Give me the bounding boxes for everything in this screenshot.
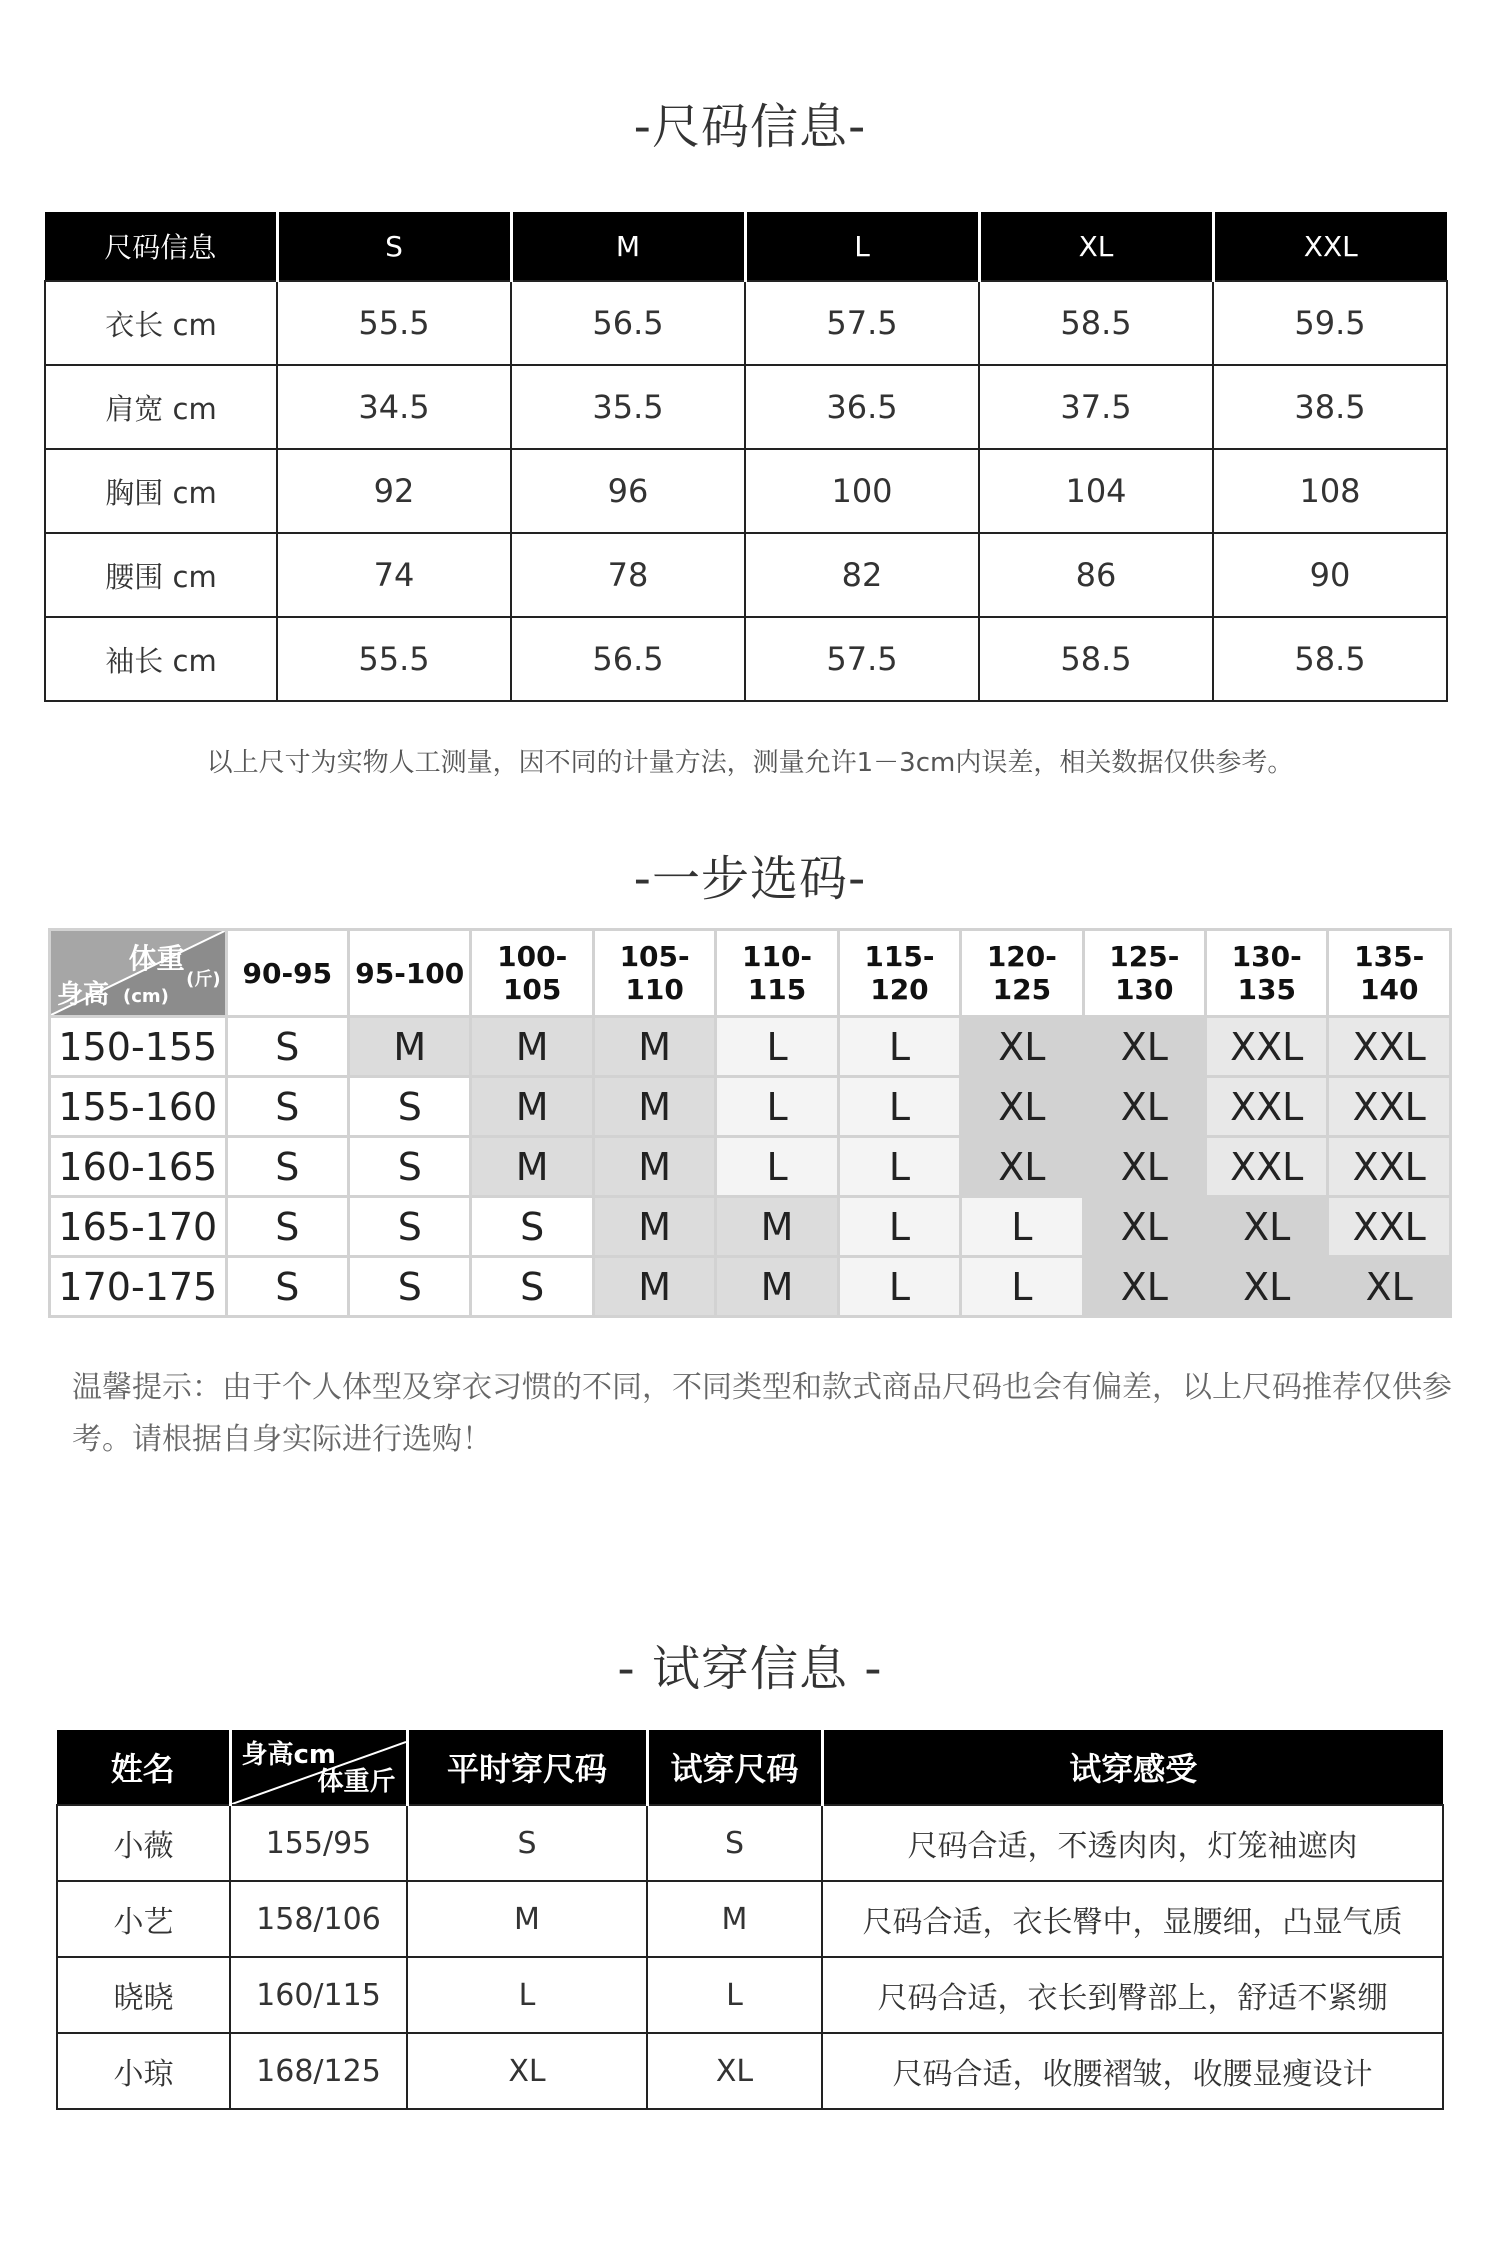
size-info-row bbox=[45, 617, 1447, 701]
height-range-label: 165-170 bbox=[50, 1197, 227, 1257]
recommended-size-cell: XXL bbox=[1206, 1017, 1328, 1077]
tryon-row bbox=[57, 1881, 1443, 1957]
tryon-height-weight: 160/115 bbox=[230, 1957, 407, 2033]
size-info-cell: 96 bbox=[511, 449, 745, 533]
tryon-height-weight: 168/125 bbox=[230, 2033, 407, 2109]
size-info-cell: 58.5 bbox=[1213, 617, 1447, 701]
height-range-label: 150-155 bbox=[50, 1017, 227, 1077]
size-pick-table bbox=[48, 928, 1452, 1318]
size-pick-title: -一步选码- bbox=[633, 851, 867, 907]
recommended-size-cell: S bbox=[471, 1257, 593, 1317]
recommended-size-cell: M bbox=[593, 1257, 715, 1317]
size-info-cell: 38.5 bbox=[1213, 365, 1447, 449]
recommended-size-cell: M bbox=[593, 1137, 715, 1197]
tryon-header-row bbox=[57, 1730, 1443, 1805]
size-pick-row bbox=[50, 1257, 1451, 1317]
size-info-cell: 100 bbox=[745, 449, 979, 533]
size-info-row-label: 腰围 cm bbox=[45, 533, 277, 617]
tryon-usual-size: XL bbox=[407, 2033, 647, 2109]
size-pick-row bbox=[50, 1197, 1451, 1257]
tryon-tried-size: M bbox=[647, 1881, 822, 1957]
tryon-name: 小艺 bbox=[57, 1881, 230, 1957]
recommended-size-cell: L bbox=[716, 1017, 838, 1077]
size-info-cell: 37.5 bbox=[979, 365, 1213, 449]
size-info-cell: 57.5 bbox=[745, 281, 979, 365]
size-info-note: 以上尺寸为实物人工测量，因不同的计量方法，测量允许1－3cm内误差，相关数据仅供参考。 bbox=[206, 748, 1294, 778]
recommended-size-cell: XL bbox=[1328, 1257, 1451, 1317]
recommended-size-cell: XXL bbox=[1206, 1137, 1328, 1197]
recommended-size-cell: XXL bbox=[1328, 1197, 1451, 1257]
weight-range-header: 125-130 bbox=[1083, 930, 1205, 1017]
corner-weight-label: 体重 bbox=[128, 942, 185, 975]
height-range-label: 170-175 bbox=[50, 1257, 227, 1317]
size-info-cell: 34.5 bbox=[277, 365, 511, 449]
recommended-size-cell: L bbox=[716, 1077, 838, 1137]
size-info-title: -尺码信息- bbox=[633, 99, 867, 155]
recommended-size-cell: M bbox=[716, 1257, 838, 1317]
size-info-cell: 90 bbox=[1213, 533, 1447, 617]
size-info-cell: 86 bbox=[979, 533, 1213, 617]
recommended-size-cell: M bbox=[349, 1017, 471, 1077]
tryon-name: 小琼 bbox=[57, 2033, 230, 2109]
recommended-size-cell: XL bbox=[961, 1077, 1083, 1137]
size-info-row bbox=[45, 533, 1447, 617]
size-info-header-row bbox=[45, 212, 1447, 281]
size-header-s: S bbox=[277, 212, 511, 281]
recommended-size-cell: XL bbox=[1083, 1257, 1205, 1317]
tryon-tried-size: XL bbox=[647, 2033, 822, 2109]
recommended-size-cell: L bbox=[961, 1257, 1083, 1317]
recommended-size-cell: L bbox=[838, 1077, 960, 1137]
tryon-row bbox=[57, 1957, 1443, 2033]
size-info-row-label: 袖长 cm bbox=[45, 617, 277, 701]
recommended-size-cell: M bbox=[593, 1017, 715, 1077]
weight-range-header: 135-140 bbox=[1328, 930, 1451, 1017]
recommended-size-cell: M bbox=[716, 1197, 838, 1257]
size-info-table bbox=[44, 212, 1448, 702]
tryon-header-height: 身高cm bbox=[241, 1740, 337, 1770]
recommended-size-cell: S bbox=[226, 1197, 348, 1257]
recommended-size-cell: XXL bbox=[1328, 1017, 1451, 1077]
tryon-title: - 试穿信息 - bbox=[617, 1641, 883, 1697]
recommended-size-cell: L bbox=[961, 1197, 1083, 1257]
recommended-size-cell: S bbox=[471, 1197, 593, 1257]
tryon-header-usual: 平时穿尺码 bbox=[407, 1730, 647, 1805]
size-info-row-label: 肩宽 cm bbox=[45, 365, 277, 449]
tryon-header-name: 姓名 bbox=[57, 1730, 230, 1805]
tryon-row bbox=[57, 1805, 1443, 1881]
size-info-cell: 108 bbox=[1213, 449, 1447, 533]
recommended-size-cell: XL bbox=[1083, 1077, 1205, 1137]
recommended-size-cell: L bbox=[838, 1257, 960, 1317]
recommended-size-cell: S bbox=[226, 1137, 348, 1197]
tryon-feel: 尺码合适，衣长臀中，显腰细，凸显气质 bbox=[822, 1881, 1443, 1957]
weight-range-header: 100-105 bbox=[471, 930, 593, 1017]
recommended-size-cell: L bbox=[838, 1017, 960, 1077]
recommended-size-cell: XL bbox=[1083, 1017, 1205, 1077]
size-header-l: L bbox=[745, 212, 979, 281]
tryon-tried-size: L bbox=[647, 1957, 822, 2033]
weight-range-header: 115-120 bbox=[838, 930, 960, 1017]
tryon-name: 小薇 bbox=[57, 1805, 230, 1881]
recommended-size-cell: L bbox=[838, 1137, 960, 1197]
size-info-cell: 35.5 bbox=[511, 365, 745, 449]
tryon-name: 晓晓 bbox=[57, 1957, 230, 2033]
size-pick-row bbox=[50, 1137, 1451, 1197]
tryon-header-weight: 体重斤 bbox=[317, 1767, 396, 1797]
size-info-cell: 58.5 bbox=[979, 617, 1213, 701]
recommended-size-cell: XL bbox=[1083, 1197, 1205, 1257]
size-info-cell: 59.5 bbox=[1213, 281, 1447, 365]
recommended-size-cell: S bbox=[226, 1257, 348, 1317]
height-range-label: 160-165 bbox=[50, 1137, 227, 1197]
recommended-size-cell: S bbox=[349, 1257, 471, 1317]
recommended-size-cell: M bbox=[593, 1197, 715, 1257]
recommended-size-cell: XL bbox=[1083, 1137, 1205, 1197]
tryon-feel: 尺码合适，收腰褶皱，收腰显瘦设计 bbox=[822, 2033, 1443, 2109]
tryon-usual-size: L bbox=[407, 1957, 647, 2033]
size-info-cell: 55.5 bbox=[277, 281, 511, 365]
corner-height-label: 身高 bbox=[57, 980, 110, 1010]
tryon-height-weight: 155/95 bbox=[230, 1805, 407, 1881]
weight-range-header: 130-135 bbox=[1206, 930, 1328, 1017]
tryon-height-weight: 158/106 bbox=[230, 1881, 407, 1957]
recommended-size-cell: XXL bbox=[1328, 1077, 1451, 1137]
size-info-cell: 74 bbox=[277, 533, 511, 617]
recommended-size-cell: S bbox=[349, 1197, 471, 1257]
tryon-feel: 尺码合适，不透肉肉，灯笼袖遮肉 bbox=[822, 1805, 1443, 1881]
size-info-row-label: 衣长 cm bbox=[45, 281, 277, 365]
tryon-header-feel: 试穿感受 bbox=[822, 1730, 1443, 1805]
tryon-header-tried: 试穿尺码 bbox=[647, 1730, 822, 1805]
size-pick-row bbox=[50, 1077, 1451, 1137]
recommended-size-cell: S bbox=[226, 1017, 348, 1077]
size-info-cell: 56.5 bbox=[511, 281, 745, 365]
size-pick-row bbox=[50, 1017, 1451, 1077]
recommended-size-cell: XL bbox=[1206, 1257, 1328, 1317]
size-header-xl: XL bbox=[979, 212, 1213, 281]
size-info-row bbox=[45, 281, 1447, 365]
recommended-size-cell: L bbox=[838, 1197, 960, 1257]
weight-range-header: 105-110 bbox=[593, 930, 715, 1017]
recommended-size-cell: S bbox=[226, 1077, 348, 1137]
recommended-size-cell: XXL bbox=[1328, 1137, 1451, 1197]
recommended-size-cell: M bbox=[593, 1077, 715, 1137]
size-info-row bbox=[45, 449, 1447, 533]
tryon-usual-size: S bbox=[407, 1805, 647, 1881]
tryon-usual-size: M bbox=[407, 1881, 647, 1957]
recommended-size-cell: M bbox=[471, 1077, 593, 1137]
recommended-size-cell: M bbox=[471, 1137, 593, 1197]
size-info-row-label: 胸围 cm bbox=[45, 449, 277, 533]
recommended-size-cell: XL bbox=[961, 1137, 1083, 1197]
recommended-size-cell: XXL bbox=[1206, 1077, 1328, 1137]
weight-range-header: 120-125 bbox=[961, 930, 1083, 1017]
size-info-cell: 36.5 bbox=[745, 365, 979, 449]
size-pick-corner bbox=[50, 930, 227, 1017]
size-header-m: M bbox=[511, 212, 745, 281]
tryon-table bbox=[56, 1730, 1444, 2110]
tryon-tried-size: S bbox=[647, 1805, 822, 1881]
weight-range-header: 90-95 bbox=[226, 930, 348, 1017]
corner-height-unit: (cm) bbox=[123, 986, 169, 1007]
tryon-row bbox=[57, 2033, 1443, 2109]
tryon-header-height-weight bbox=[230, 1730, 407, 1805]
weight-range-header: 110-115 bbox=[716, 930, 838, 1017]
size-info-cell: 78 bbox=[511, 533, 745, 617]
size-info-cell: 104 bbox=[979, 449, 1213, 533]
size-info-cell: 82 bbox=[745, 533, 979, 617]
size-info-row bbox=[45, 365, 1447, 449]
recommended-size-cell: XL bbox=[1206, 1197, 1328, 1257]
recommended-size-cell: M bbox=[471, 1017, 593, 1077]
recommended-size-cell: S bbox=[349, 1077, 471, 1137]
size-info-cell: 57.5 bbox=[745, 617, 979, 701]
tryon-feel: 尺码合适，衣长到臀部上，舒适不紧绷 bbox=[822, 1957, 1443, 2033]
size-info-cell: 58.5 bbox=[979, 281, 1213, 365]
recommended-size-cell: L bbox=[716, 1137, 838, 1197]
size-info-header-label: 尺码信息 bbox=[45, 212, 277, 281]
size-pick-note: 温馨提示：由于个人体型及穿衣习惯的不同，不同类型和款式商品尺码也会有偏差，以上尺码推荐仅供参考。请根据自身实际进行选购！ bbox=[72, 1370, 1452, 1457]
size-info-cell: 56.5 bbox=[511, 617, 745, 701]
corner-weight-unit: (斤) bbox=[186, 969, 221, 990]
weight-range-header: 95-100 bbox=[349, 930, 471, 1017]
size-header-xxl: XXL bbox=[1213, 212, 1447, 281]
recommended-size-cell: S bbox=[349, 1137, 471, 1197]
size-info-cell: 92 bbox=[277, 449, 511, 533]
height-range-label: 155-160 bbox=[50, 1077, 227, 1137]
size-pick-header-row bbox=[50, 930, 1451, 1017]
size-info-cell: 55.5 bbox=[277, 617, 511, 701]
recommended-size-cell: XL bbox=[961, 1017, 1083, 1077]
